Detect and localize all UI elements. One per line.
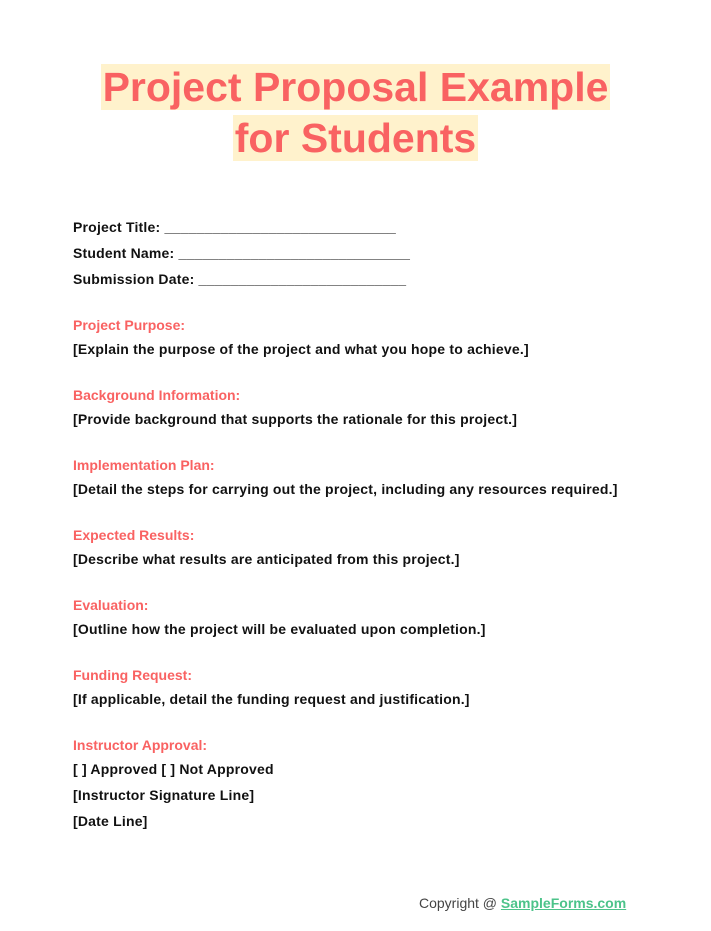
copyright-text: Copyright @ — [419, 895, 501, 911]
section-text: [Detail the steps for carrying out the project, including any resources required.] — [73, 481, 618, 497]
section-heading: Instructor Approval: — [73, 737, 208, 753]
section-text: [Provide background that supports the rationale for this project.] — [73, 411, 518, 427]
section-heading: Evaluation: — [73, 597, 149, 613]
section-project-purpose — [73, 312, 673, 364]
section-heading: Project Purpose: — [73, 317, 186, 333]
section-text: [Outline how the project will be evaluated upon completion.] — [73, 621, 486, 637]
section-heading: Expected Results: — [73, 527, 195, 543]
document-body — [73, 216, 673, 836]
document-title — [0, 62, 711, 164]
date-line: [Date Line] — [73, 813, 148, 829]
section-funding — [73, 662, 673, 714]
field-project-title — [73, 216, 673, 242]
signature-line: [Instructor Signature Line] — [73, 787, 255, 803]
section-heading: Background Information: — [73, 387, 241, 403]
section-expected-results — [73, 522, 673, 574]
field-blank: _____________________________ — [178, 245, 411, 261]
sampleforms-link[interactable]: SampleForms.com — [500, 895, 627, 911]
section-text: [If applicable, detail the funding request and justification.] — [73, 691, 470, 707]
field-blank: __________________________ — [198, 271, 407, 287]
field-submission-date — [73, 268, 673, 294]
section-instructor-approval — [73, 732, 673, 836]
title-line-1: Project Proposal Example — [102, 64, 609, 110]
section-text: [Explain the purpose of the project and what you hope to achieve.] — [73, 341, 529, 357]
section-implementation — [73, 452, 673, 504]
section-text: [Describe what results are anticipated from this project.] — [73, 551, 460, 567]
field-student-name — [73, 242, 673, 268]
field-label: Project Title: — [73, 219, 161, 235]
copyright-footer — [419, 895, 626, 911]
field-label: Submission Date: — [73, 271, 195, 287]
title-line-2: for Students — [234, 115, 477, 161]
approval-options: [ ] Approved [ ] Not Approved — [73, 761, 274, 777]
section-evaluation — [73, 592, 673, 644]
section-background — [73, 382, 673, 434]
header-fields — [73, 216, 673, 294]
field-blank: _____________________________ — [164, 219, 397, 235]
section-heading: Implementation Plan: — [73, 457, 215, 473]
section-heading: Funding Request: — [73, 667, 192, 683]
field-label: Student Name: — [73, 245, 175, 261]
